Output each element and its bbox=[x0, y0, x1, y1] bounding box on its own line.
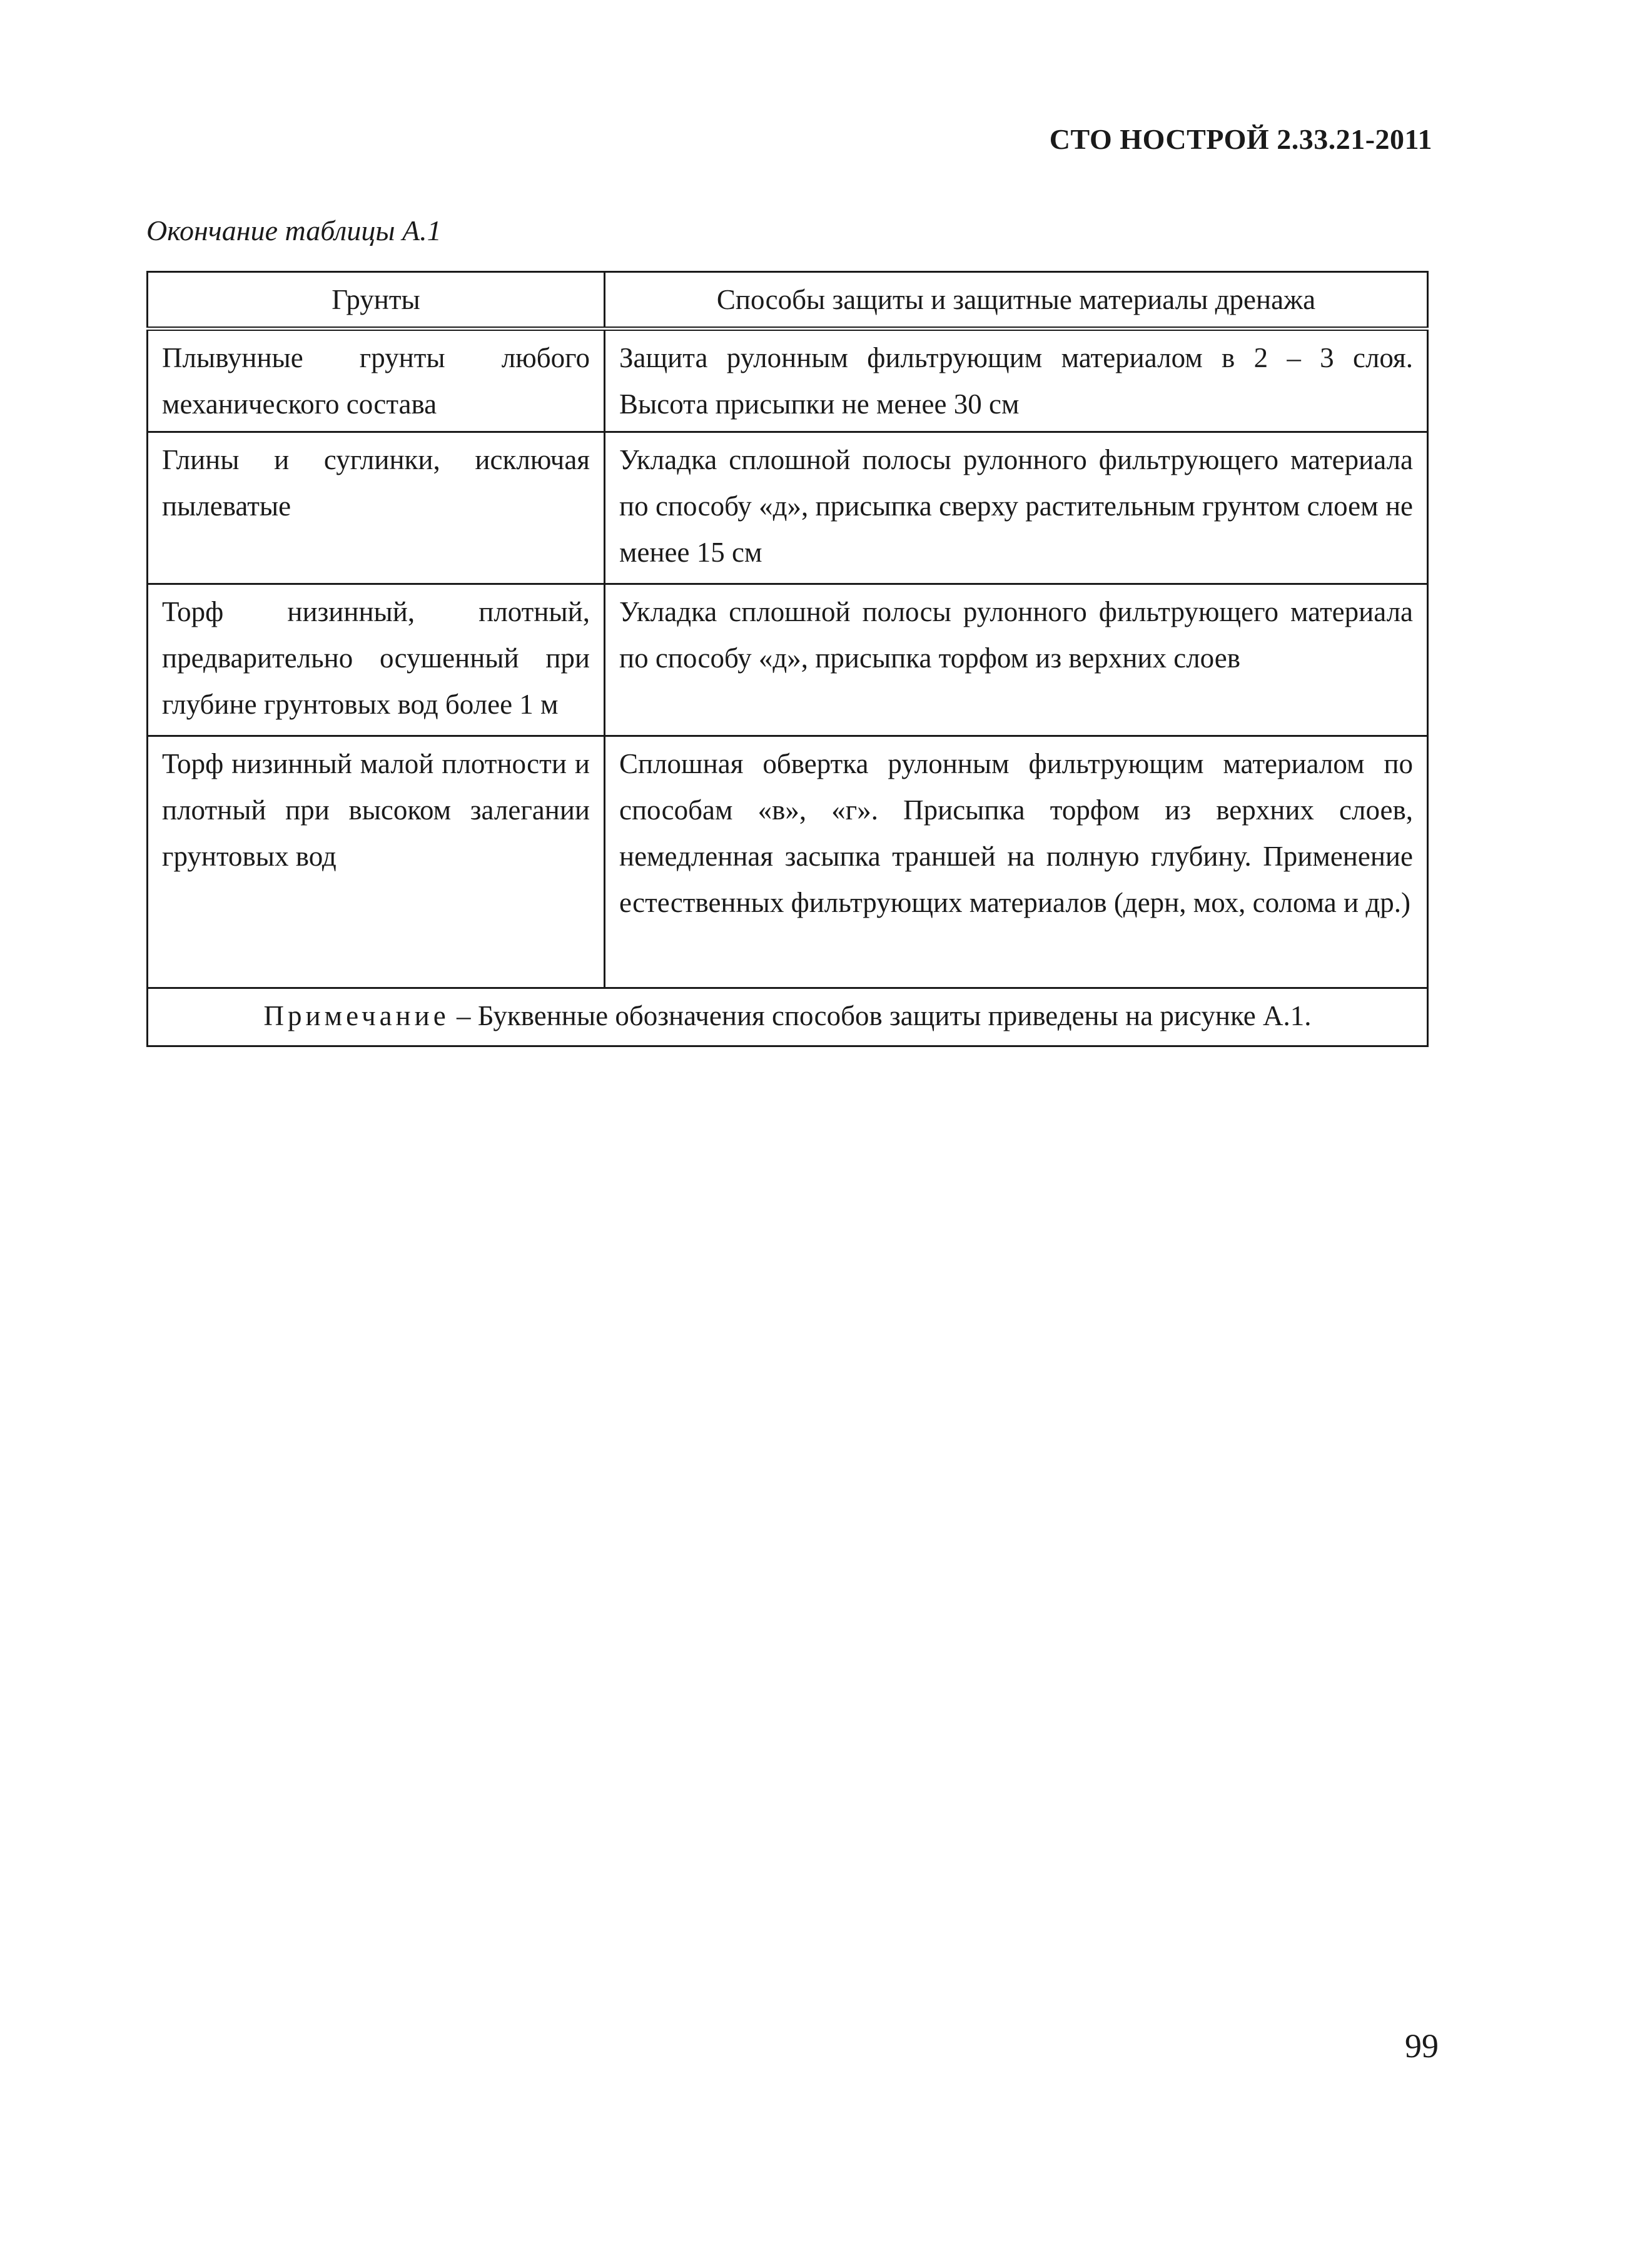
table-note bbox=[148, 988, 1428, 1046]
method-cell: Укладка сплошной полосы рулонного фильтрующего материала по способу «д», присыпка торфом из верхних слоев bbox=[605, 584, 1428, 736]
method-cell: Укладка сплошной полосы рулонного фильтрующего материала по способу «д», присыпка сверху растительным грунтом слоем не менее 15 см bbox=[605, 432, 1428, 584]
column-header-methods: Способы защиты и защитные материалы дренажа bbox=[605, 272, 1428, 329]
table-row bbox=[148, 329, 1428, 432]
method-cell: Защита рулонным фильтрующим материалом в 2 – 3 слоя. Высота присыпки не менее 30 см bbox=[605, 329, 1428, 432]
column-header-soils: Грунты bbox=[148, 272, 605, 329]
soil-cell: Глины и суглинки, исключая пылеватые bbox=[148, 432, 605, 584]
table-header-row bbox=[148, 272, 1428, 329]
soil-cell: Торф низинный малой плотности и плотный при высоком залегании грунтовых вод bbox=[148, 736, 605, 988]
page-number: 99 bbox=[1405, 2027, 1439, 2065]
table-row bbox=[148, 584, 1428, 736]
table-row bbox=[148, 736, 1428, 988]
soil-cell: Торф низинный, плотный, предварительно осушенный при глубине грунтовых вод более 1 м bbox=[148, 584, 605, 736]
document-code: СТО НОСТРОЙ 2.33.21-2011 bbox=[1049, 123, 1432, 155]
soil-protection-table bbox=[146, 271, 1429, 1047]
method-cell: Сплошная обвертка рулонным фильтрующим материалом по способам «в», «г». Присыпка торфом из верхних слоев, немедленная засыпка траншей на полную глубину. Применение естественных фильтрующих материалов (дерн, мох, солома и др.) bbox=[605, 736, 1428, 988]
note-label: Примечание bbox=[263, 1000, 450, 1031]
table-row bbox=[148, 432, 1428, 584]
table-note-row bbox=[148, 988, 1428, 1046]
note-text: – Буквенные обозначения способов защиты приведены на рисунке А.1. bbox=[449, 1000, 1312, 1031]
table-caption: Окончание таблицы А.1 bbox=[146, 215, 442, 246]
soil-cell: Плывунные грунты любого механического состава bbox=[148, 329, 605, 432]
